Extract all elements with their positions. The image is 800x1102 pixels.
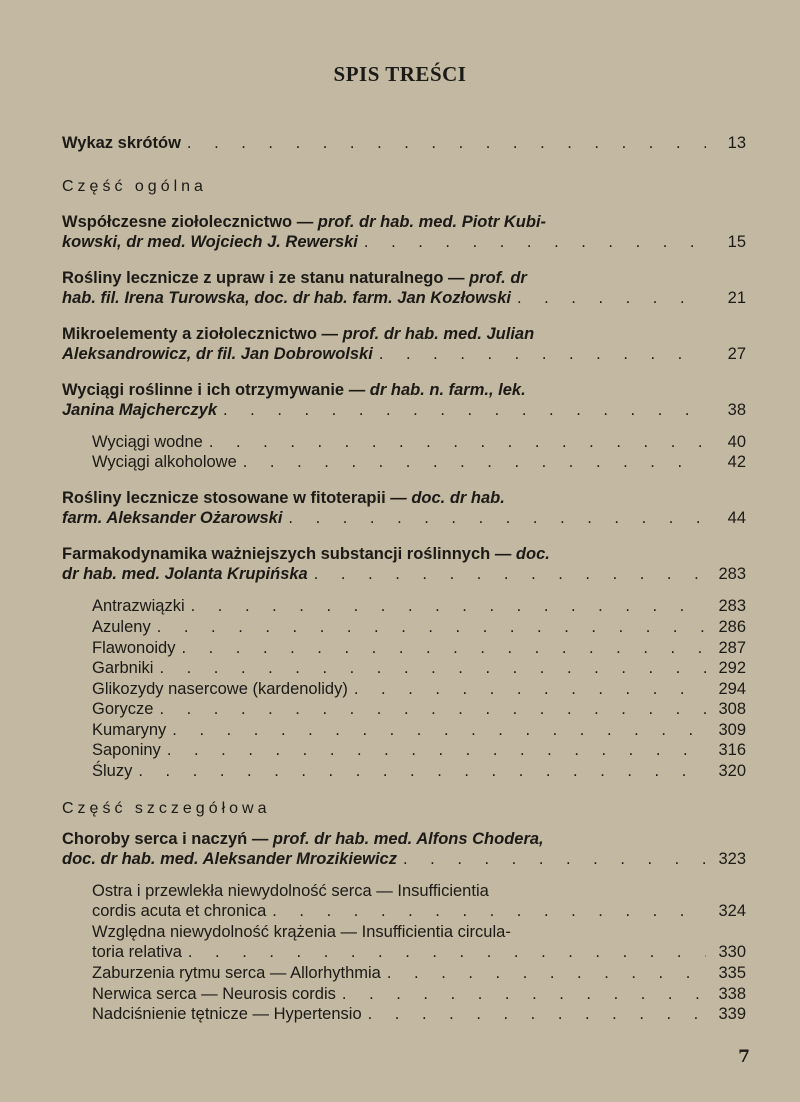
page-number: 7 [738, 1047, 750, 1067]
toc-entry-2-line2[interactable]: hab. fil. Irena Turowska, doc. dr hab. farm. Jan Kozłowski . . . 21 [62, 289, 746, 308]
toc-subentry[interactable]: Śluzy . . . 320 [92, 762, 746, 781]
toc-subentry[interactable]: toria relativa . . . 330 [92, 943, 746, 962]
toc-entry-7-line1[interactable]: Choroby serca i naczyń — prof. dr hab. med. Alfons Chodera, [62, 830, 544, 848]
toc-entry-4-line2[interactable]: Janina Majcherczyk . . . 38 [62, 401, 746, 420]
toc-entry-5-line1[interactable]: Rośliny lecznicze stosowane w fitoterapii — doc. dr hab. [62, 489, 505, 507]
toc-subentry[interactable]: Gorycze . . . 308 [92, 700, 746, 719]
toc-subentry[interactable]: Wyciągi alkoholowe . . . 42 [92, 453, 746, 472]
toc-entry-6-line2[interactable]: dr hab. med. Jolanta Krupińska . . . 283 [62, 565, 746, 584]
toc-entry-2-line1[interactable]: Rośliny lecznicze z upraw i ze stanu naturalnego — prof. dr [62, 269, 527, 287]
toc-subentry-line1[interactable]: Względna niewydolność krążenia — Insufficientia circula- [92, 923, 511, 941]
toc-subentry[interactable]: Garbniki . . . 292 [92, 659, 746, 678]
page-title: SPIS TREŚCI [333, 62, 467, 86]
toc-subentry[interactable]: Glikozydy nasercowe (kardenolidy) . . . 294 [92, 680, 746, 699]
part-heading-general: Część ogólna [62, 178, 207, 195]
toc-entry-3-line2[interactable]: Aleksandrowicz, dr fil. Jan Dobrowolski . . . 27 [62, 345, 746, 364]
toc-subentry[interactable]: Antrazwiązki . . . 283 [92, 597, 746, 616]
toc-subentry[interactable]: Flawonoidy . . . 287 [92, 639, 746, 658]
toc-entry-4-line1[interactable]: Wyciągi roślinne i ich otrzymywanie — dr hab. n. farm., lek. [62, 381, 526, 399]
toc-subentry[interactable]: Wyciągi wodne . . . 40 [92, 433, 746, 452]
toc-subentry-line1[interactable]: Ostra i przewlekła niewydolność serca — Insufficientia [92, 882, 489, 900]
toc-subentry[interactable]: Nerwica serca — Neurosis cordis . . . 338 [92, 985, 746, 1004]
toc-subentry[interactable]: Zaburzenia rytmu serca — Allorhythmia . . . 335 [92, 964, 746, 983]
toc-entry-1-line2[interactable]: kowski, dr med. Wojciech J. Rewerski . . . 15 [62, 233, 746, 252]
part-heading-specific: Część szczegółowa [62, 800, 271, 817]
toc-subentry[interactable]: Kumaryny . . . 309 [92, 721, 746, 740]
toc-subentry[interactable]: Azuleny . . . 286 [92, 618, 746, 637]
toc-entry-abbreviations[interactable]: Wykaz skrótów . . . 13 [62, 134, 746, 153]
toc-entry-7-line2[interactable]: doc. dr hab. med. Aleksander Mrozikiewicz . . . 323 [62, 850, 746, 869]
toc-entry-5-line2[interactable]: farm. Aleksander Ożarowski . . . 44 [62, 509, 746, 528]
toc-subentry[interactable]: Nadciśnienie tętnicze — Hypertensio . . . 339 [92, 1005, 746, 1024]
toc-subentry[interactable]: Saponiny . . . 316 [92, 741, 746, 760]
toc-entry-1-line1[interactable]: Współczesne ziołolecznictwo — prof. dr hab. med. Piotr Kubi- [62, 213, 547, 231]
toc-subentry[interactable]: cordis acuta et chronica . . . 324 [92, 902, 746, 921]
toc-entry-3-line1[interactable]: Mikroelementy a ziołolecznictwo — prof. dr hab. med. Julian [62, 325, 535, 343]
toc-entry-6-line1[interactable]: Farmakodynamika ważniejszych substancji roślinnych — doc. [62, 545, 550, 563]
